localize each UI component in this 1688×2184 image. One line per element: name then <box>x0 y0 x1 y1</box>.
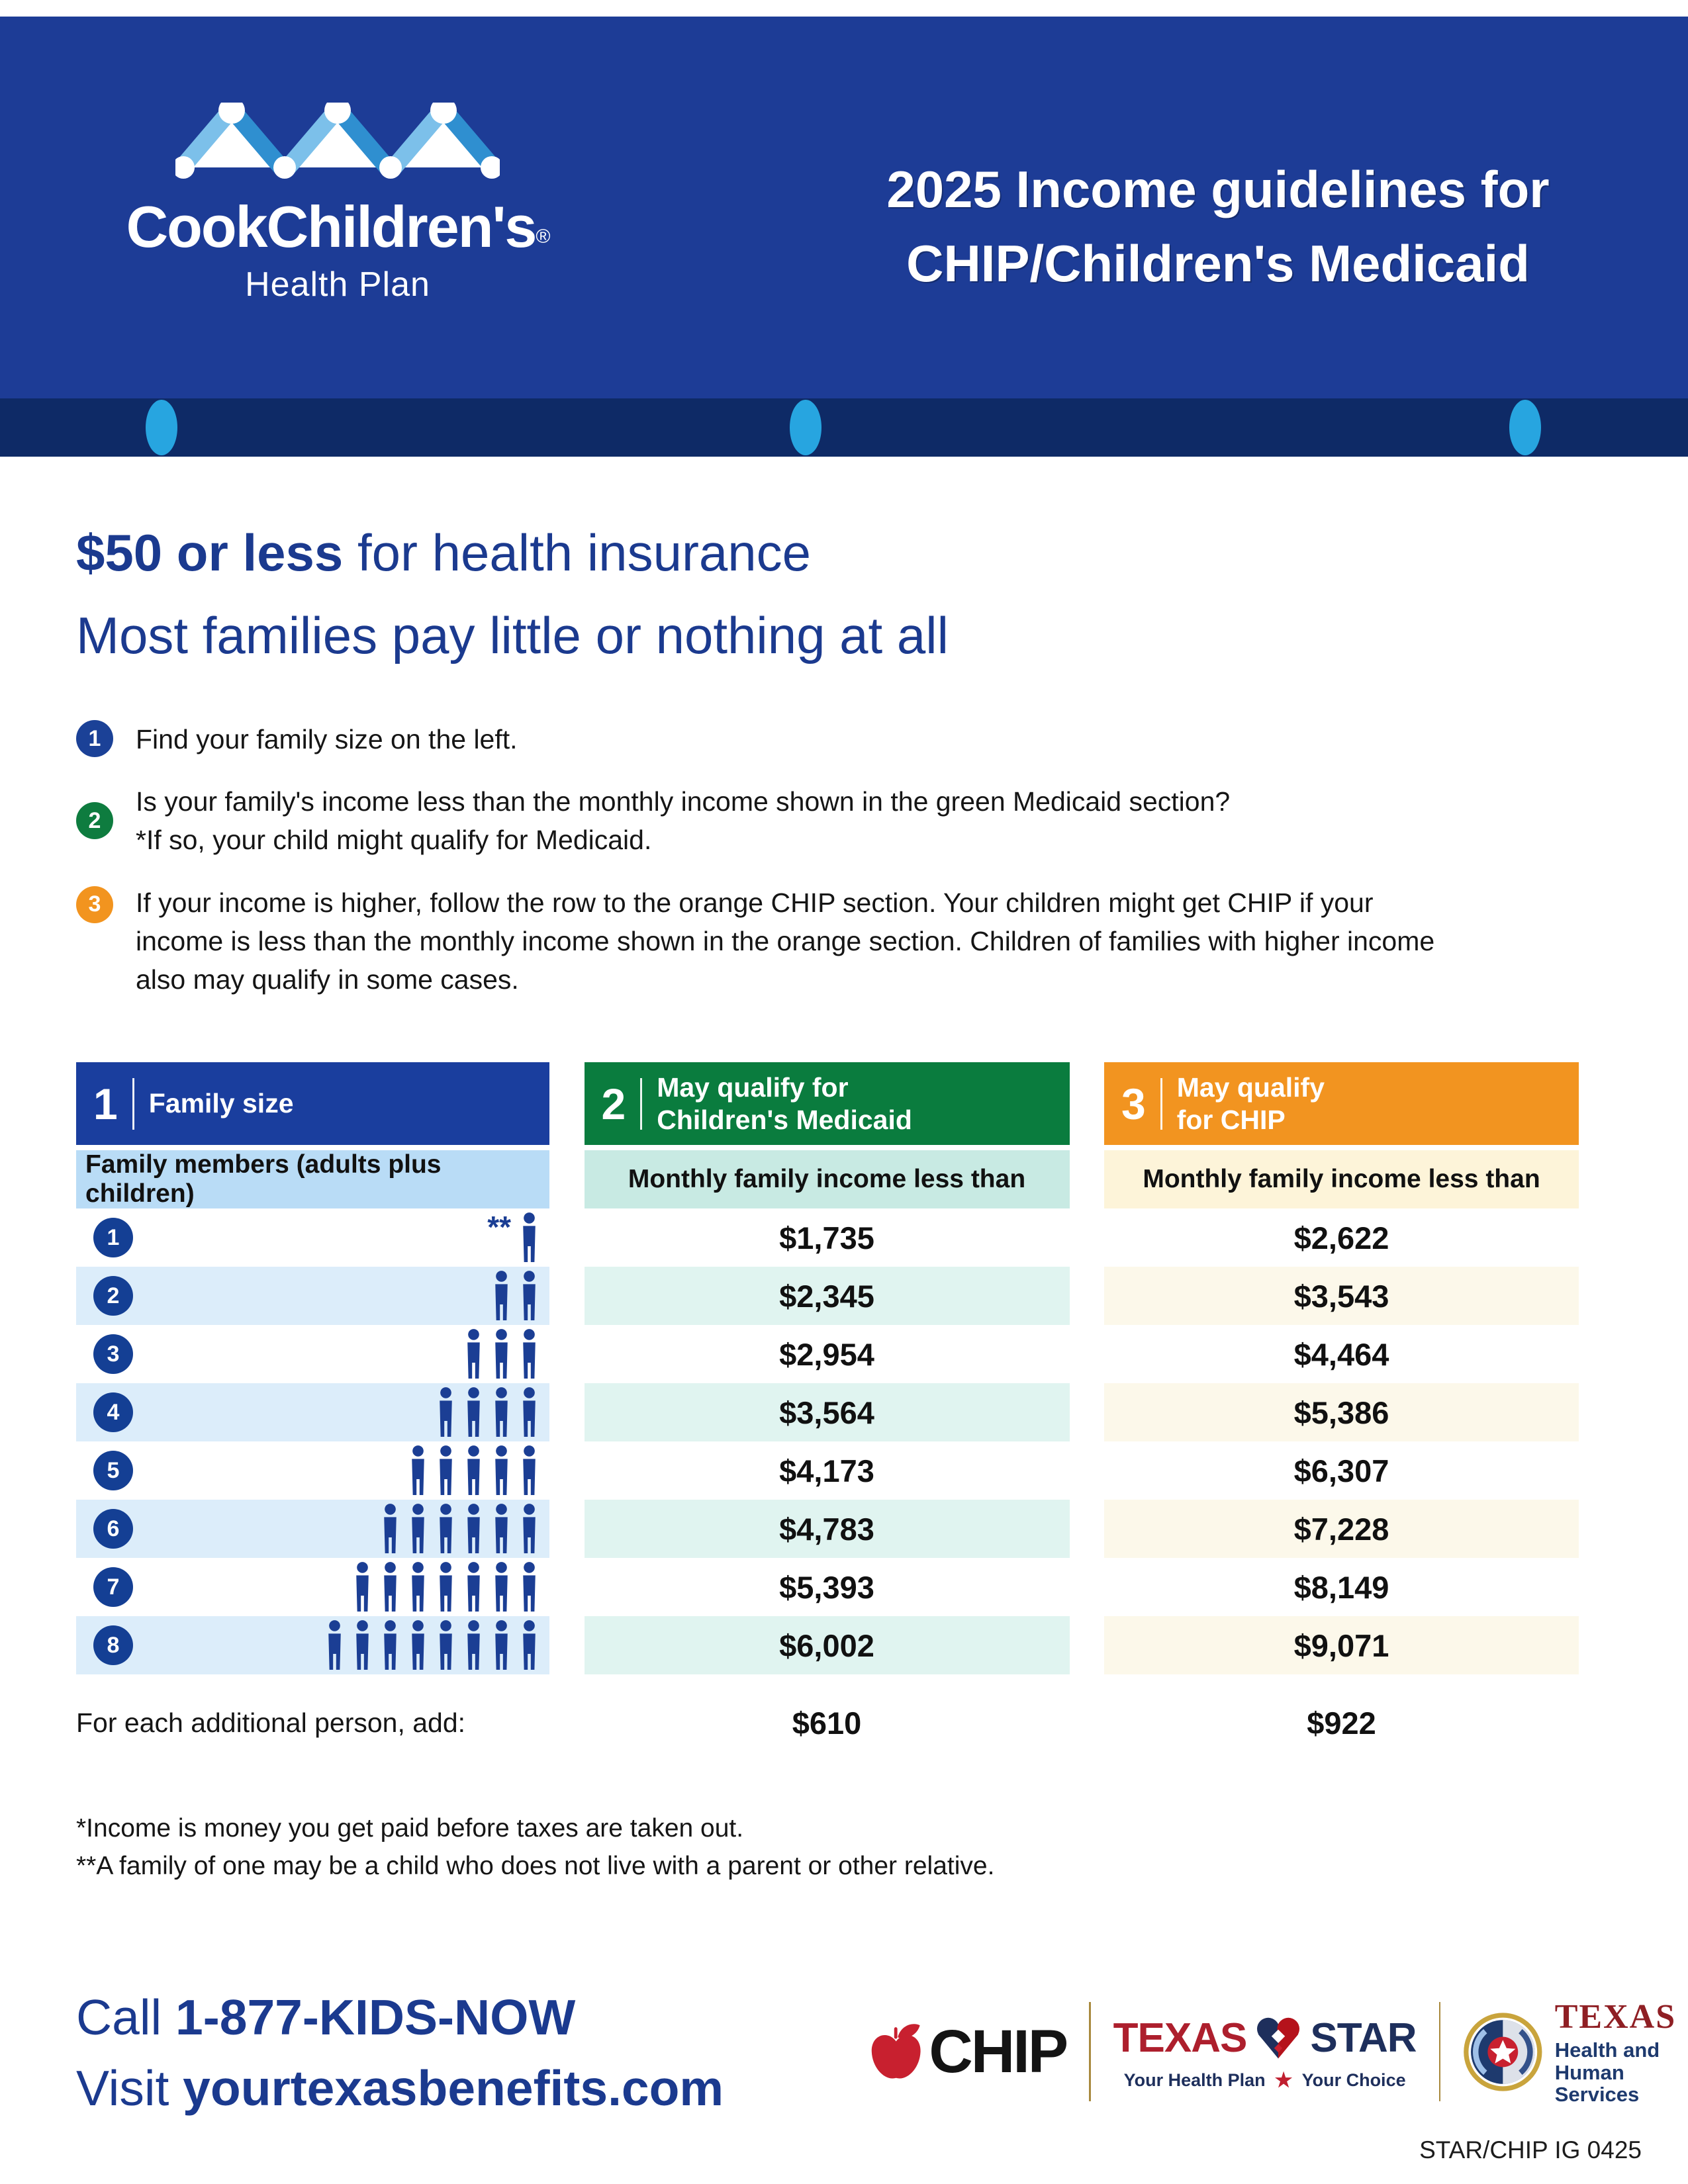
person-icon <box>434 1561 458 1613</box>
family-size-cell <box>76 1616 549 1674</box>
person-icon <box>461 1619 486 1671</box>
person-icon <box>489 1561 514 1613</box>
registered-mark: ® <box>536 226 549 248</box>
hhs-texas-text: TEXAS <box>1554 1998 1677 2036</box>
person-icon <box>322 1619 347 1671</box>
header-1-label: Family size <box>148 1088 294 1119</box>
strip-circle <box>146 400 177 455</box>
subheader-family-members: Family members (adults plus children) <box>76 1150 549 1208</box>
logo-separator <box>1439 2002 1441 2101</box>
person-icon <box>517 1270 541 1322</box>
person-icon <box>517 1619 541 1671</box>
instruction-steps <box>76 720 1460 999</box>
step-2 <box>76 782 1460 859</box>
table-row <box>76 1500 1579 1558</box>
additional-chip-amount: $922 <box>1307 1705 1376 1741</box>
chip-income-value: $2,622 <box>1293 1220 1389 1255</box>
texas-star-star-text: STAR <box>1310 2015 1417 2061</box>
header-banner <box>0 17 1688 457</box>
medicaid-income-value: $2,954 <box>779 1336 874 1372</box>
chip-logo-text: CHIP <box>929 2017 1067 2085</box>
visit-label: Visit <box>76 2060 183 2116</box>
table-row <box>76 1558 1579 1616</box>
page-title-line2: CHIP/Children's Medicaid <box>906 234 1530 293</box>
person-icon <box>378 1503 402 1555</box>
hero-heading <box>76 523 949 666</box>
income-table <box>76 1062 1579 1749</box>
header-chip <box>1104 1062 1579 1145</box>
medicaid-income-value: $2,345 <box>585 1267 1070 1325</box>
family-pictogram <box>319 1619 549 1671</box>
person-icon <box>489 1387 514 1438</box>
hero-line1-bold: $50 or less <box>76 523 344 582</box>
person-icon <box>461 1445 486 1496</box>
subheader-medicaid-income: Monthly family income less than <box>585 1150 1070 1208</box>
texas-hhs-seal-icon <box>1463 2004 1543 2100</box>
header-3-number: 3 <box>1121 1079 1146 1128</box>
person-icon <box>461 1387 486 1438</box>
family-size-badge: 7 <box>93 1567 133 1607</box>
step-3-badge: 3 <box>76 886 113 923</box>
person-icon <box>461 1328 486 1380</box>
texas-hhs-wordmark <box>1555 1997 1688 2105</box>
person-icon <box>517 1387 541 1438</box>
brand-logo <box>73 103 602 304</box>
hhs-line1: Health and Human <box>1554 2038 1660 2084</box>
person-icon <box>434 1387 458 1438</box>
medicaid-income-value: $5,393 <box>779 1569 874 1605</box>
banner-bottom-strip <box>0 398 1688 457</box>
table-row <box>76 1383 1579 1441</box>
person-icon <box>406 1445 430 1496</box>
person-icon <box>517 1561 541 1613</box>
header-3-label-line1: May qualify <box>1176 1072 1325 1103</box>
texas-star-wordmark <box>1113 2012 1417 2065</box>
chip-income-value: $4,464 <box>1293 1336 1389 1372</box>
header-divider <box>640 1078 642 1130</box>
chip-income-value: $8,149 <box>1293 1569 1389 1605</box>
step-1 <box>76 720 1460 758</box>
contact-block <box>76 1982 724 2123</box>
header-3-label <box>1177 1071 1325 1136</box>
person-icon <box>434 1445 458 1496</box>
hero-line2: Most families pay little or nothing at all <box>76 606 949 664</box>
subheader-chip-income: Monthly family income less than <box>1104 1150 1579 1208</box>
family-pictogram <box>375 1503 549 1555</box>
brand-subtitle: Health Plan <box>245 265 430 304</box>
step-2-line1: Is your family's income less than the monthly income shown in the green Medicaid section? <box>136 786 1231 817</box>
header-1-number: 1 <box>93 1079 118 1128</box>
family-size-badge: 4 <box>93 1392 133 1432</box>
additional-person-row <box>76 1697 1579 1749</box>
person-icon <box>406 1619 430 1671</box>
person-icon <box>489 1270 514 1322</box>
call-line <box>76 1982 724 2053</box>
person-icon <box>350 1561 375 1613</box>
person-icon <box>517 1503 541 1555</box>
header-2-label-line2: Children's Medicaid <box>657 1104 912 1135</box>
visit-line <box>76 2053 724 2124</box>
table-header-row <box>76 1062 1579 1145</box>
texas-star-tagline <box>1124 2069 1406 2092</box>
header-family-size <box>76 1062 549 1145</box>
table-row <box>76 1616 1579 1674</box>
person-icon <box>378 1561 402 1613</box>
family-pictogram <box>347 1561 549 1613</box>
person-icon <box>517 1212 541 1263</box>
medicaid-income-value: $3,564 <box>585 1383 1070 1441</box>
step-2-text <box>136 782 1230 859</box>
chip-income-value: $7,228 <box>1104 1500 1579 1558</box>
cook-childrens-logo-icon <box>175 103 500 179</box>
step-3 <box>76 884 1460 999</box>
person-icon <box>406 1503 430 1555</box>
table-row <box>76 1325 1579 1383</box>
family-size-cell <box>76 1325 549 1383</box>
person-icon <box>517 1328 541 1380</box>
brand-name-text: CookChildren's <box>126 194 536 259</box>
family-pictogram <box>458 1328 549 1380</box>
call-label: Call <box>76 1989 176 2045</box>
person-icon <box>461 1503 486 1555</box>
person-icon <box>461 1561 486 1613</box>
website-url: yourtexasbenefits.com <box>183 2060 724 2116</box>
additional-person-label: For each additional person, add: <box>76 1707 466 1738</box>
tagline-right: Your Choice <box>1301 2070 1406 2090</box>
family-size-cell <box>76 1558 549 1616</box>
family-size-badge: 8 <box>93 1625 133 1665</box>
family-size-badge: 6 <box>93 1509 133 1549</box>
step-1-badge: 1 <box>76 720 113 757</box>
hhs-line2: Services <box>1554 2083 1640 2107</box>
person-icon <box>434 1619 458 1671</box>
footnote-income: *Income is money you get paid before taxes are taken out. <box>76 1814 744 1843</box>
table-row <box>76 1441 1579 1500</box>
header-divider <box>1160 1078 1162 1130</box>
medicaid-income-value: $6,002 <box>585 1616 1070 1674</box>
brand-name <box>73 193 602 261</box>
header-divider <box>132 1078 134 1130</box>
hhs-lines <box>1555 2039 1688 2105</box>
person-icon <box>517 1445 541 1496</box>
double-asterisk-note: ** <box>487 1210 511 1244</box>
phone-number: 1-877-KIDS-NOW <box>175 1989 576 2045</box>
chip-income-value: $6,307 <box>1293 1453 1389 1488</box>
additional-medicaid-amount: $610 <box>792 1705 862 1741</box>
family-size-badge: 3 <box>93 1334 133 1374</box>
page-title <box>834 152 1602 301</box>
footnotes <box>76 1810 994 1885</box>
family-size-badge: 5 <box>93 1451 133 1490</box>
family-size-cell <box>76 1441 549 1500</box>
strip-circle <box>790 400 821 455</box>
chip-income-value: $9,071 <box>1104 1616 1579 1674</box>
header-3-label-line2: for CHIP <box>1176 1104 1286 1135</box>
document-code: STAR/CHIP IG 0425 <box>1419 2136 1642 2163</box>
family-size-cell <box>76 1383 549 1441</box>
header-2-number: 2 <box>601 1079 626 1128</box>
logo-separator <box>1089 2002 1091 2101</box>
table-subheader-row <box>76 1150 1579 1208</box>
page-title-line1: 2025 Income guidelines for <box>886 160 1550 218</box>
header-2-label <box>657 1071 912 1136</box>
strip-circle <box>1509 400 1541 455</box>
chip-income-value: $3,543 <box>1104 1267 1579 1325</box>
header-medicaid <box>585 1062 1070 1145</box>
step-1-text: Find your family size on the left. <box>136 724 518 754</box>
header-2-label-line1: May qualify for <box>657 1072 849 1103</box>
step-2-badge: 2 <box>76 802 113 839</box>
person-icon <box>489 1503 514 1555</box>
family-pictogram <box>402 1445 549 1496</box>
step-2-line2: *If so, your child might qualify for Medicaid. <box>136 825 652 856</box>
texas-star-heart-icon <box>1252 2012 1305 2065</box>
table-row <box>76 1208 1579 1267</box>
family-pictogram <box>430 1387 549 1438</box>
person-icon <box>378 1619 402 1671</box>
table-row <box>76 1267 1579 1325</box>
medicaid-income-value: $1,735 <box>779 1220 874 1255</box>
person-icon <box>350 1619 375 1671</box>
texas-star-texas-text: TEXAS <box>1113 2015 1247 2061</box>
texas-star-logo <box>1113 2012 1417 2092</box>
family-size-badge: 1 <box>93 1218 133 1257</box>
person-icon <box>434 1503 458 1555</box>
medicaid-income-value: $4,173 <box>779 1453 874 1488</box>
family-pictogram <box>486 1270 549 1322</box>
tagline-star-icon: ★ <box>1274 2069 1293 2091</box>
family-size-cell <box>76 1267 549 1325</box>
person-icon <box>489 1619 514 1671</box>
hero-line1 <box>76 523 949 583</box>
person-icon <box>489 1445 514 1496</box>
table-rows <box>76 1208 1579 1674</box>
family-size-cell <box>76 1500 549 1558</box>
partner-logos <box>867 1985 1688 2118</box>
person-icon <box>489 1328 514 1380</box>
person-icon <box>406 1561 430 1613</box>
tagline-left: Your Health Plan <box>1123 2070 1266 2090</box>
family-pictogram <box>487 1212 549 1263</box>
step-3-text: If your income is higher, follow the row to the orange CHIP section. Your children might get CHIP if your income is less than the monthly income shown in the orange section. Children of families with higher income also may qualify in some cases. <box>136 887 1435 995</box>
chip-apple-icon <box>867 2012 925 2091</box>
family-size-cell <box>76 1208 549 1267</box>
chip-income-value: $5,386 <box>1104 1383 1579 1441</box>
medicaid-income-value: $4,783 <box>585 1500 1070 1558</box>
family-size-badge: 2 <box>93 1276 133 1316</box>
footnote-family-of-one: **A family of one may be a child who does not live with a parent or other relative. <box>76 1851 995 1880</box>
hero-line1-rest: for health insurance <box>343 523 812 582</box>
